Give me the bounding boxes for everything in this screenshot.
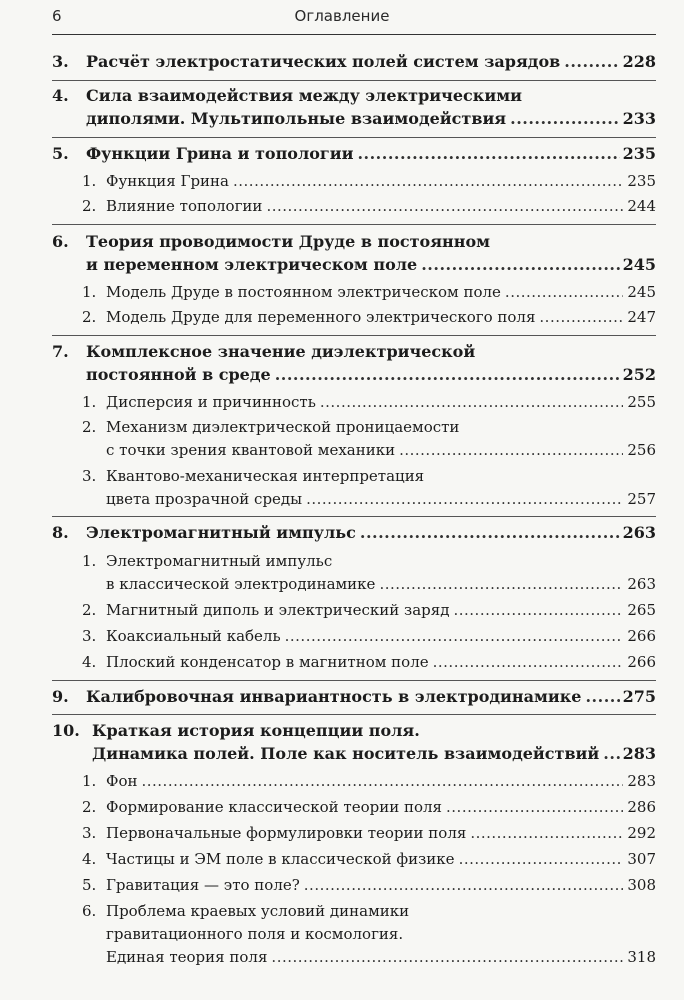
section-page: 292 (627, 824, 656, 842)
toc-section[interactable]: 2. Механизм диэлектрической проницаемости (82, 418, 460, 436)
leader-dots (564, 52, 619, 71)
chapter-page: 275 (622, 687, 656, 706)
toc-section[interactable]: 2. Влияние топологии ..... 244 (82, 197, 656, 215)
leader-dots (470, 824, 623, 842)
section-page: 256 (627, 441, 656, 459)
leader-dots (539, 308, 623, 326)
toc-section-line2[interactable] (106, 441, 656, 459)
toc-section-line2[interactable] (106, 490, 656, 508)
section-page: 283 (627, 772, 656, 790)
leader-dots (275, 365, 620, 384)
chapter-title: постоянной в среде (86, 365, 271, 384)
leader-dots (357, 144, 619, 163)
chapter-title: Калибровочная инвариантность в электродинамике (86, 687, 582, 706)
section-title: Магнитный диполь и электрический заряд (106, 601, 450, 619)
chapter-divider (52, 224, 656, 225)
chapter-title: и переменном электрическом поле (86, 255, 418, 274)
leader-dots (421, 255, 619, 274)
section-title: Проблема краевых условий динамики (106, 902, 410, 920)
section-title: Фон (106, 772, 138, 790)
toc-section[interactable]: 3. Коаксиальный кабель ..... 266 (82, 627, 656, 645)
chapter-divider (52, 516, 656, 517)
chapter-page: 235 (622, 144, 656, 163)
leader-dots (271, 948, 623, 966)
leader-dots (510, 109, 619, 128)
toc-chapter-8[interactable]: 8. Электромагнитный импульс ..... 263 (52, 523, 656, 542)
section-title: Дисперсия и причинность (106, 393, 316, 411)
section-title: Плоский конденсатор в магнитном поле (106, 653, 429, 671)
section-title: с точки зрения квантовой механики (106, 441, 396, 459)
section-page: 307 (627, 850, 656, 868)
running-title: Оглавление (294, 7, 390, 25)
toc-section-line3[interactable] (106, 948, 656, 966)
section-page: 318 (627, 948, 656, 966)
section-title: Электромагнитный импульс (106, 552, 333, 570)
section-title: Модель Друде для переменного электрического поля (106, 308, 536, 326)
toc-section[interactable]: 4. Плоский конденсатор в магнитном поле ..... 266 (82, 653, 656, 671)
chapter-title: Теория проводимости Друде в постоянном (86, 232, 491, 251)
section-page: 263 (627, 575, 656, 593)
chapter-title: диполями. Мультипольные взаимодействия (86, 109, 507, 128)
section-title: гравитационного поля и космология. (106, 925, 404, 943)
toc-chapter-10[interactable]: 10. Краткая история концепции поля. (52, 721, 420, 740)
toc-section[interactable]: 1. Электромагнитный импульс (82, 552, 333, 570)
section-page: 257 (627, 490, 656, 508)
section-page: 308 (627, 876, 656, 894)
toc-section-line2[interactable] (106, 575, 656, 593)
section-page: 266 (627, 627, 656, 645)
section-title: Модель Друде в постоянном электрическом поле (106, 283, 501, 301)
section-page: 286 (627, 798, 656, 816)
section-page: 265 (627, 601, 656, 619)
chapter-divider (52, 137, 656, 138)
section-page: 266 (627, 653, 656, 671)
leader-dots (285, 627, 623, 645)
section-title: Частицы и ЭМ поле в классической физике (106, 850, 455, 868)
toc-chapter-7[interactable]: 7. Комплексное значение диэлектрической (52, 342, 476, 361)
leader-dots (399, 441, 623, 459)
section-title: Единая теория поля (106, 948, 268, 966)
leader-dots (306, 490, 623, 508)
toc-chapter-10-line2[interactable] (92, 744, 656, 763)
toc-section[interactable]: 2. Магнитный диполь и электрический заряд ..... 265 (82, 601, 656, 619)
toc-chapter-6[interactable]: 6. Теория проводимости Друде в постоянном (52, 232, 491, 251)
chapter-title: Электромагнитный импульс (86, 523, 356, 542)
section-page: 235 (627, 172, 656, 190)
toc-section[interactable]: 6. Проблема краевых условий динамики (82, 902, 410, 920)
chapter-page: 233 (622, 109, 656, 128)
section-page: 245 (627, 283, 656, 301)
toc-chapter-9[interactable]: 9. Калибровочная инвариантность в электродинамике ..... 275 (52, 687, 656, 706)
leader-dots (446, 798, 623, 816)
chapter-title: Расчёт электростатических полей систем зарядов (86, 52, 561, 71)
chapter-divider (52, 714, 656, 715)
toc-chapter-3[interactable]: 3. Расчёт электростатических полей систем зарядов ..... 228 (52, 52, 656, 71)
toc-section[interactable]: 1. Фон ..... 283 (82, 772, 656, 790)
chapter-page: 228 (622, 52, 656, 71)
leader-dots (505, 283, 623, 301)
section-title: Гравитация — это поле? (106, 876, 300, 894)
chapter-divider (52, 80, 656, 81)
section-title: в классической электродинамике (106, 575, 376, 593)
leader-dots (141, 772, 623, 790)
section-title: Механизм диэлектрической проницаемости (106, 418, 460, 436)
section-title: Первоначальные формулировки теории поля (106, 824, 467, 842)
toc-chapter-4-line2[interactable] (86, 109, 656, 128)
section-page: 247 (627, 308, 656, 326)
page-number: 6 (52, 7, 62, 25)
leader-dots (459, 850, 623, 868)
leader-dots (304, 876, 623, 894)
section-title: Квантово-механическая интерпретация (106, 467, 425, 485)
leader-dots (320, 393, 623, 411)
chapter-title: Краткая история концепции поля. (92, 721, 420, 740)
toc-section-line2[interactable] (106, 925, 656, 943)
leader-dots (453, 601, 623, 619)
section-title: цвета прозрачной среды (106, 490, 303, 508)
chapter-page: 245 (622, 255, 656, 274)
section-title: Формирование классической теории поля (106, 798, 443, 816)
toc-chapter-6-line2[interactable] (86, 255, 656, 274)
section-page: 255 (627, 393, 656, 411)
toc-section[interactable]: 2. Формирование классической теории поля ..... 286 (82, 798, 656, 816)
toc-section[interactable]: 1. Функция Грина ..... 235 (82, 172, 656, 190)
toc-section[interactable]: 1. Модель Друде в постоянном электрическом поле ..... 245 (82, 283, 656, 301)
chapter-title: Сила взаимодействия между электрическими (86, 86, 522, 105)
toc-section[interactable]: 2. Модель Друде для переменного электрического поля ..... 247 (82, 308, 656, 326)
toc-chapter-5[interactable]: 5. Функции Грина и топологии ..... 235 (52, 144, 656, 163)
toc-chapter-7-line2[interactable] (86, 365, 656, 384)
toc-section[interactable]: 5. Гравитация — это поле? ..... 308 (82, 876, 656, 894)
section-page: 244 (627, 197, 656, 215)
chapter-divider (52, 335, 656, 336)
toc-section[interactable]: 1. Дисперсия и причинность ..... 255 (82, 393, 656, 411)
leader-dots (433, 653, 623, 671)
leader-dots (379, 575, 623, 593)
section-title: Коаксиальный кабель (106, 627, 281, 645)
toc-section[interactable]: 4. Частицы и ЭМ поле в классической физике ..... 307 (82, 850, 656, 868)
chapter-page: 252 (622, 365, 656, 384)
leader-dots (266, 197, 623, 215)
toc-chapter-4[interactable]: 4. Сила взаимодействия между электрическими (52, 86, 522, 105)
leader-dots (233, 172, 623, 190)
section-title: Функция Грина (106, 172, 229, 190)
chapter-page: 263 (622, 523, 656, 542)
chapter-page: 283 (622, 744, 656, 763)
chapter-title: Функции Грина и топологии (86, 144, 354, 163)
running-header (0, 0, 684, 34)
leader-dots (360, 523, 620, 542)
header-rule (52, 34, 656, 35)
chapter-title: Динамика полей. Поле как носитель взаимодействий (92, 744, 600, 763)
toc-section[interactable]: 3. Первоначальные формулировки теории поля ..... 292 (82, 824, 656, 842)
leader-dots (603, 744, 619, 763)
toc-section[interactable]: 3. Квантово-механическая интерпретация (82, 467, 425, 485)
leader-dots (585, 687, 619, 706)
chapter-title: Комплексное значение диэлектрической (86, 342, 476, 361)
section-title: Влияние топологии (106, 197, 263, 215)
chapter-divider (52, 680, 656, 681)
